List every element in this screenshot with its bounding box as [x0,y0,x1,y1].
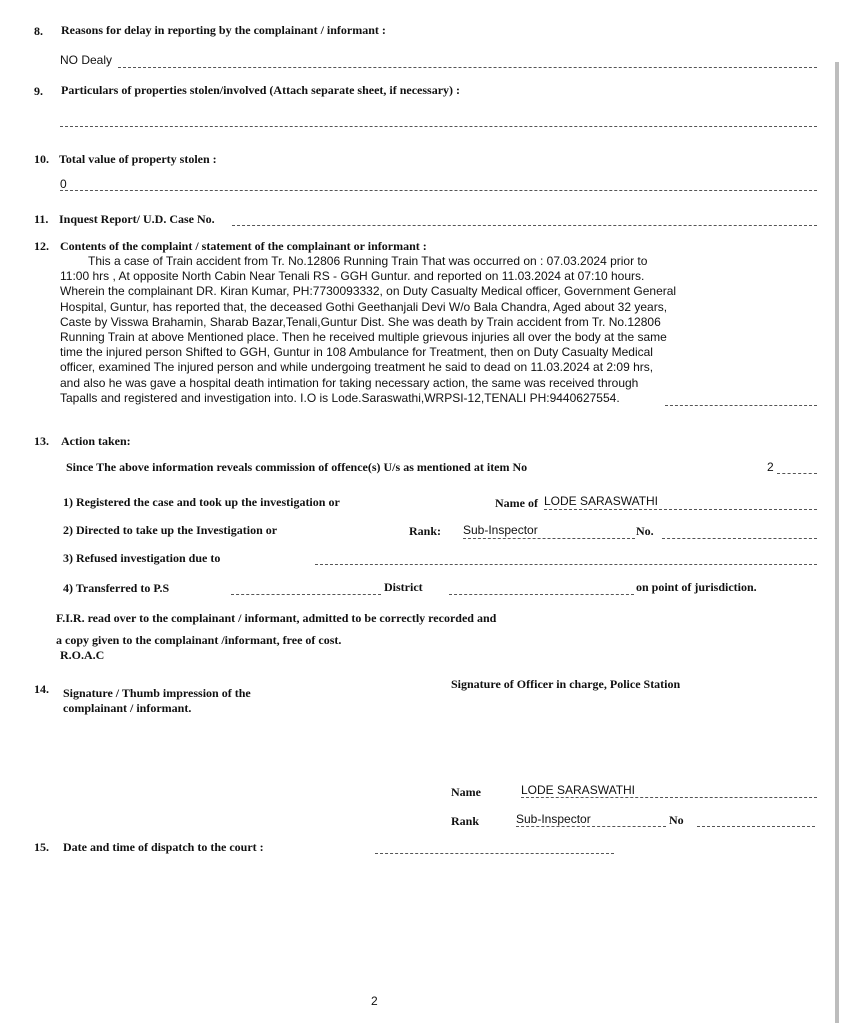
item-10-label: Total value of property stolen : [59,152,217,166]
rank-label: Rank: [409,524,442,538]
item-8-value: NO Dealy [60,53,113,67]
complainant-signature-label-1: Signature / Thumb impression of the [63,686,251,700]
item-14-number: 14. [34,682,49,696]
item-11-number: 11. [34,212,49,226]
rank-value: Sub-Inspector [463,523,538,537]
item-8-label: Reasons for delay in reporting by the complainant / informant : [61,23,386,37]
sig-name-value: LODE SARASWATHI [521,783,636,797]
item-9-label: Particulars of properties stolen/involved (Attach separate sheet, if necessary) : [61,83,461,97]
complaint-line: and also he was gave a hospital death intimation for taking necessary action, the same was received through [60,375,639,390]
item-8-number: 8. [34,24,43,38]
officer-name-value: LODE SARASWATHI [544,494,659,508]
item-8-dotted-line [118,67,817,68]
item-15-label: Date and time of dispatch to the court : [63,840,264,854]
item-9-number: 9. [34,84,43,98]
complaint-line: time the injured person Shifted to GGH, Guntur in 108 Ambulance for Treatment, then on Duty Casualty Medical [60,345,653,360]
item-11-label: Inquest Report/ U.D. Case No. [59,212,215,226]
item-12-dotted-line [665,405,817,406]
roac-text: R.O.A.C [60,648,105,662]
sig-rank-value: Sub-Inspector [516,812,591,826]
jurisdiction-label: on point of jurisdiction. [636,580,757,594]
name-of-label: Name of [495,496,538,510]
item-15-dotted-line [375,853,614,854]
sig-rank-label: Rank [451,814,480,828]
action-4-text: 4) Transferred to P.S [63,581,170,595]
action-1-text: 1) Registered the case and took up the investigation or [63,495,340,509]
ps-dotted-line [231,594,381,595]
complaint-line: Caste by Visswa Brahamin, Sharab Bazar,Tenali,Guntur Dist. She was death by Train accident from Tr. No.12806 [60,314,661,329]
item-15-number: 15. [34,840,49,854]
item-no-dotted-line [777,473,817,474]
complaint-line: Tapalls and registered and investigation into. I.O is Lode.Saraswathi,WRPSI-12,TENALI PH:9440627554. [60,390,620,405]
item-9-dotted-line [60,126,817,127]
page-number: 2 [371,994,378,1008]
sig-name-dotted-line [521,797,817,798]
sig-no-dotted-line [697,826,815,827]
no-dotted-line [662,538,817,539]
scrollbar[interactable] [835,62,839,1023]
sig-name-label: Name [451,785,481,799]
complainant-signature-label-2: complainant / informant. [63,701,192,715]
item-10-dotted-line [60,190,817,191]
item-10-number: 10. [34,152,49,166]
complaint-line: 11:00 hrs , At opposite North Cabin Near Tenali RS - GGH Guntur. and reported on 11.03.2024 at 07:10 hours. [60,269,645,284]
complaint-contents [60,254,740,406]
action-3-text: 3) Refused investigation due to [63,551,221,565]
district-dotted-line [449,594,634,595]
item-12-number: 12. [34,239,49,253]
complaint-line: officer, examined The injured person and while undergoing treatment he said to dead on 11.03.2024 at 2:09 hrs, [60,360,654,375]
complaint-line: Running Train at above Mentioned place. Then he received multiple grievous injuries all over the body at the same [60,330,667,345]
complaint-line: Hospital, Guntur, has reported that, the deceased Gothi Geethanjali Devi W/o Bala Chandra, Aged about 32 years, [60,299,668,314]
name-dotted-line [544,509,817,510]
refused-dotted-line [315,564,817,565]
item-11-dotted-line [232,225,817,226]
item-13-label: Action taken: [61,434,131,448]
item-10-value: 0 [60,177,67,191]
item-12-label: Contents of the complaint / statement of the complainant or informant : [60,239,427,253]
sig-no-label: No [669,813,684,827]
fir-line-1: F.I.R. read over to the complainant / informant, admitted to be correctly recorded and [56,611,497,625]
action-2-text: 2) Directed to take up the Investigation or [63,523,278,537]
no-label: No. [636,524,654,538]
rank-dotted-line [463,538,635,539]
sig-rank-dotted-line [516,826,666,827]
item-13-since-text: Since The above information reveals commission of offence(s) U/s as mentioned at item No [66,460,528,474]
item-13-number: 13. [34,434,49,448]
fir-line-2: a copy given to the complainant /informant, free of cost. [56,633,342,647]
district-label: District [384,580,423,594]
complaint-line: This a case of Train accident from Tr. No.12806 Running Train That was occurred on : 07.03.2024 prior to [88,254,648,268]
item-13-item-number: 2 [767,460,774,474]
complaint-line: Wherein the complainant DR. Kiran Kumar, PH:7730093332, on Duty Casualty Medical officer, Government General [60,284,677,299]
officer-signature-label: Signature of Officer in charge, Police Station [451,677,681,691]
